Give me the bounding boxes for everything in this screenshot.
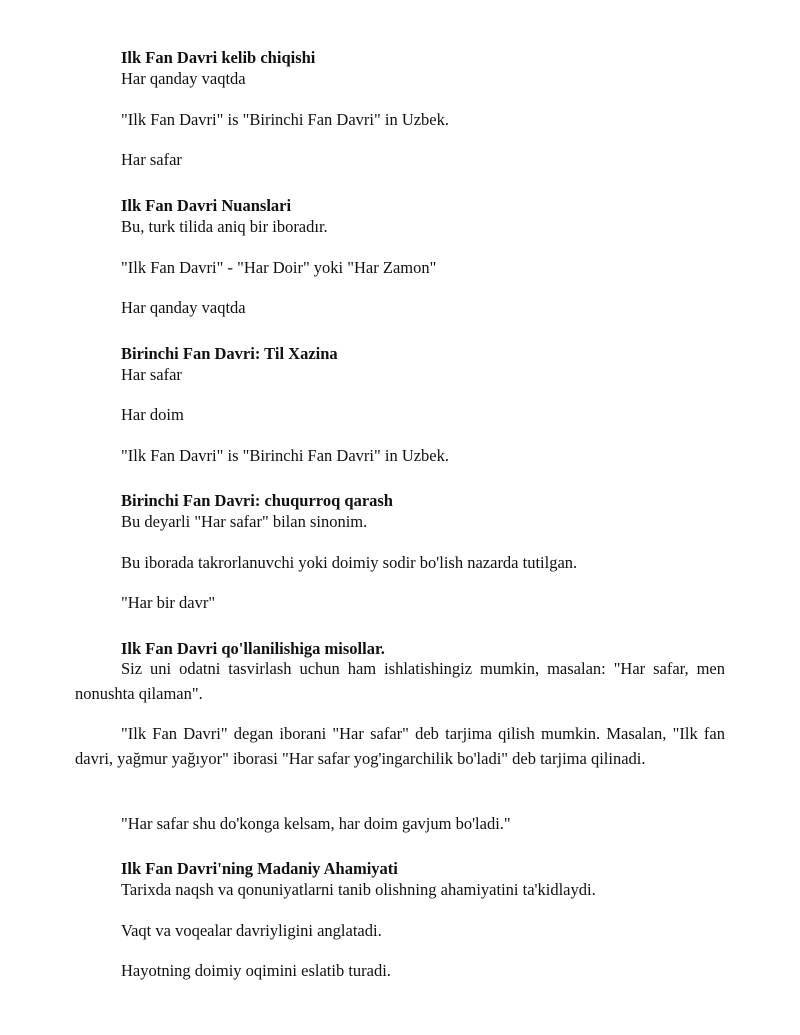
text-line: "Har bir davr"	[121, 593, 216, 612]
text-line: Har doim	[121, 405, 184, 424]
text-line: Har qanday vaqtda	[121, 298, 246, 317]
text-line: "Ilk Fan Davri" is "Birinchi Fan Davri" in Uzbek.	[121, 110, 450, 129]
text-line: "Har safar shu do'konga kelsam, har doim gavjum bo'ladi."	[121, 814, 511, 833]
text-line: Har safar	[121, 150, 182, 169]
section-heading: Ilk Fan Davri qo'llanilishiga misollar.	[121, 639, 385, 658]
section-heading: Ilk Fan Davri'ning Madaniy Ahamiyati	[121, 859, 398, 878]
section-heading: Birinchi Fan Davri: Til Xazina	[121, 344, 338, 363]
text-line: Hayotning doimiy oqimini eslatib turadi.	[121, 961, 391, 980]
section-heading: Ilk Fan Davri kelib chiqishi	[121, 48, 316, 67]
text-line: Har qanday vaqtda	[121, 69, 246, 88]
section-heading: Ilk Fan Davri Nuanslari	[121, 196, 292, 215]
paragraph: Siz uni odatni tasvirlash uchun ham ishlatishingiz mumkin, masalan: "Har safar, men nonushta qilaman".	[75, 659, 725, 703]
text-line: Tarixda naqsh va qonuniyatlarni tanib olishning ahamiyatini ta'kidlaydi.	[121, 880, 596, 899]
text-line: Bu deyarli "Har safar" bilan sinonim.	[121, 512, 368, 531]
text-line: Bu iborada takrorlanuvchi yoki doimiy sodir bo'lish nazarda tutilgan.	[121, 553, 578, 572]
text-line: Vaqt va voqealar davriyligini anglatadi.	[121, 921, 382, 940]
text-line: "Ilk Fan Davri" is "Birinchi Fan Davri" in Uzbek.	[121, 446, 450, 465]
text-line: Har safar	[121, 365, 182, 384]
text-line: "Ilk Fan Davri" - "Har Doir" yoki "Har Zamon"	[121, 258, 437, 277]
paragraph: "Ilk Fan Davri" degan iborani "Har safar" deb tarjima qilish mumkin. Masalan, "Ilk fan davri, yağmur yağıyor" iborasi "Har safar yog'ingarchilik bo'ladi" deb tarjima qilinadi.	[75, 724, 725, 768]
text-line: Bu, turk tilida aniq bir iboradır.	[121, 217, 328, 236]
section-heading: Birinchi Fan Davri: chuqurroq qarash	[121, 491, 393, 510]
